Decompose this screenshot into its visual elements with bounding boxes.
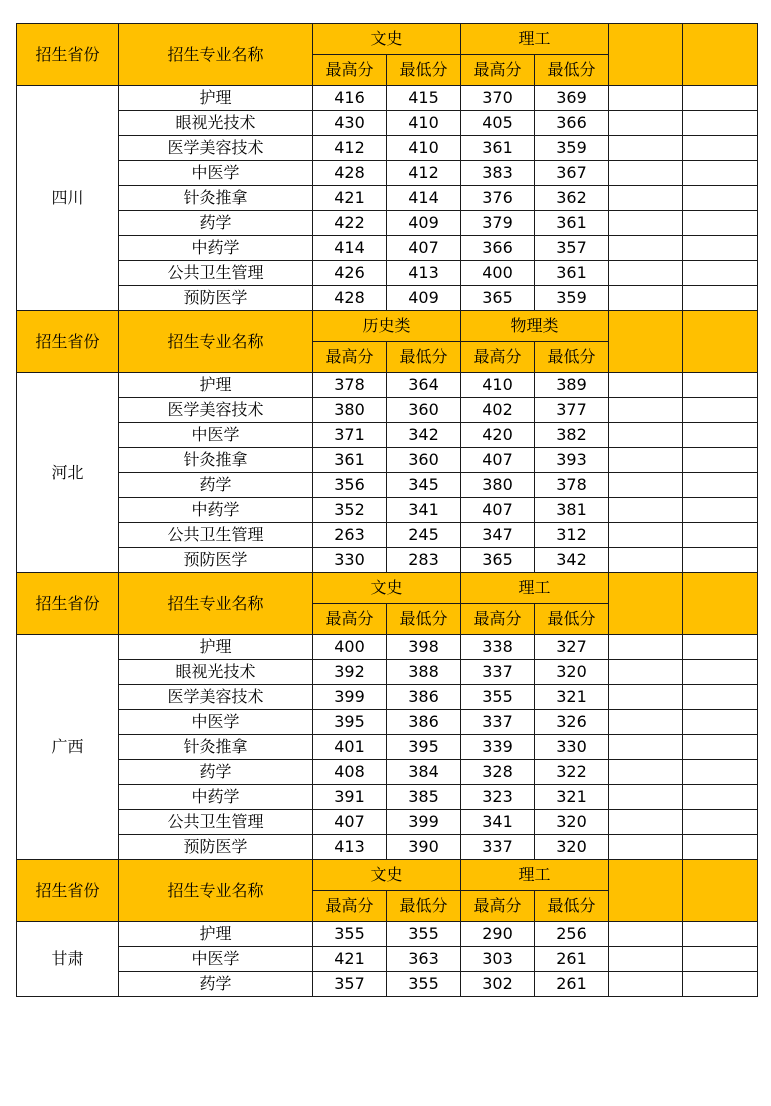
group1-max-cell: 378	[313, 373, 387, 398]
group2-min-cell: 312	[535, 523, 609, 548]
group2-max-cell: 323	[461, 785, 535, 810]
group1-min-cell: 360	[387, 398, 461, 423]
group1-max-cell: 400	[313, 635, 387, 660]
province-cell: 河北	[17, 373, 119, 573]
group1-min-cell: 341	[387, 498, 461, 523]
min-score-header: 最低分	[387, 55, 461, 86]
group1-min-cell: 384	[387, 760, 461, 785]
group2-max-cell: 420	[461, 423, 535, 448]
table-row	[17, 136, 758, 161]
group2-min-cell: 362	[535, 186, 609, 211]
empty-cell	[683, 635, 758, 660]
table-row	[17, 498, 758, 523]
group2-max-cell: 339	[461, 735, 535, 760]
empty-cell	[609, 261, 683, 286]
group1-max-cell: 352	[313, 498, 387, 523]
table-row	[17, 835, 758, 860]
min-score-header: 最低分	[387, 604, 461, 635]
major-cell: 针灸推拿	[119, 186, 313, 211]
empty-cell	[609, 947, 683, 972]
empty-cell	[683, 498, 758, 523]
empty-cell	[683, 111, 758, 136]
table-row	[17, 261, 758, 286]
empty-cell	[683, 785, 758, 810]
group2-max-cell: 328	[461, 760, 535, 785]
min-score-header: 最低分	[535, 891, 609, 922]
group1-min-cell: 415	[387, 86, 461, 111]
table-row	[17, 660, 758, 685]
empty-cell	[683, 423, 758, 448]
empty-cell	[609, 473, 683, 498]
major-cell: 医学美容技术	[119, 685, 313, 710]
group1-min-cell: 388	[387, 660, 461, 685]
major-cell: 中医学	[119, 710, 313, 735]
major-cell: 公共卫生管理	[119, 523, 313, 548]
major-cell: 药学	[119, 211, 313, 236]
blank-header-cell	[683, 860, 758, 922]
empty-cell	[609, 710, 683, 735]
group2-min-cell: 366	[535, 111, 609, 136]
empty-cell	[683, 236, 758, 261]
major-header: 招生专业名称	[119, 860, 313, 922]
province-header: 招生省份	[17, 860, 119, 922]
empty-cell	[609, 448, 683, 473]
empty-cell	[683, 523, 758, 548]
table-row	[17, 473, 758, 498]
group2-max-cell: 402	[461, 398, 535, 423]
group2-max-cell: 341	[461, 810, 535, 835]
table-row	[17, 186, 758, 211]
group1-min-cell: 385	[387, 785, 461, 810]
group1-max-cell: 355	[313, 922, 387, 947]
group1-min-cell: 386	[387, 685, 461, 710]
empty-cell	[683, 398, 758, 423]
group2-min-cell: 261	[535, 947, 609, 972]
major-cell: 眼视光技术	[119, 111, 313, 136]
group2-max-cell: 383	[461, 161, 535, 186]
group2-max-cell: 370	[461, 86, 535, 111]
table-row	[17, 922, 758, 947]
group1-min-cell: 390	[387, 835, 461, 860]
group1-min-cell: 412	[387, 161, 461, 186]
empty-cell	[609, 972, 683, 997]
table-row	[17, 760, 758, 785]
group2-min-cell: 378	[535, 473, 609, 498]
table-row	[17, 735, 758, 760]
group2-min-cell: 261	[535, 972, 609, 997]
table-row	[17, 236, 758, 261]
group1-min-cell: 413	[387, 261, 461, 286]
group1-max-cell: 371	[313, 423, 387, 448]
table-row	[17, 373, 758, 398]
table-row	[17, 548, 758, 573]
table-header-row	[17, 860, 758, 891]
max-score-header: 最高分	[313, 55, 387, 86]
empty-cell	[609, 523, 683, 548]
major-cell: 公共卫生管理	[119, 261, 313, 286]
group1-max-cell: 426	[313, 261, 387, 286]
empty-cell	[609, 161, 683, 186]
group1-max-cell: 412	[313, 136, 387, 161]
empty-cell	[609, 373, 683, 398]
max-score-header: 最高分	[461, 342, 535, 373]
empty-cell	[683, 161, 758, 186]
table-row	[17, 635, 758, 660]
major-cell: 眼视光技术	[119, 660, 313, 685]
table-row	[17, 448, 758, 473]
group1-min-cell: 409	[387, 211, 461, 236]
group2-max-cell: 361	[461, 136, 535, 161]
group1-max-cell: 263	[313, 523, 387, 548]
group1-min-cell: 410	[387, 111, 461, 136]
group2-header: 物理类	[461, 311, 609, 342]
major-cell: 针灸推拿	[119, 735, 313, 760]
group2-min-cell: 322	[535, 760, 609, 785]
group2-min-cell: 357	[535, 236, 609, 261]
major-header: 招生专业名称	[119, 573, 313, 635]
empty-cell	[683, 947, 758, 972]
empty-cell	[683, 685, 758, 710]
group2-max-cell: 366	[461, 236, 535, 261]
group1-max-cell: 430	[313, 111, 387, 136]
group2-min-cell: 367	[535, 161, 609, 186]
max-score-header: 最高分	[461, 55, 535, 86]
max-score-header: 最高分	[313, 342, 387, 373]
table-row	[17, 398, 758, 423]
group1-min-cell: 355	[387, 972, 461, 997]
max-score-header: 最高分	[313, 604, 387, 635]
min-score-header: 最低分	[535, 55, 609, 86]
group1-max-cell: 361	[313, 448, 387, 473]
empty-cell	[609, 548, 683, 573]
empty-cell	[683, 972, 758, 997]
table-header-row	[17, 311, 758, 342]
table-row	[17, 161, 758, 186]
group1-min-cell: 410	[387, 136, 461, 161]
group1-max-cell: 421	[313, 186, 387, 211]
group1-header: 文史	[313, 860, 461, 891]
empty-cell	[609, 660, 683, 685]
group1-max-cell: 428	[313, 161, 387, 186]
table-row	[17, 211, 758, 236]
empty-cell	[609, 685, 683, 710]
empty-cell	[683, 922, 758, 947]
province-cell: 广西	[17, 635, 119, 860]
major-cell: 药学	[119, 760, 313, 785]
group2-min-cell: 359	[535, 286, 609, 311]
group2-max-cell: 379	[461, 211, 535, 236]
group2-max-cell: 302	[461, 972, 535, 997]
group1-header: 历史类	[313, 311, 461, 342]
group1-max-cell: 408	[313, 760, 387, 785]
table-row	[17, 710, 758, 735]
group2-max-cell: 337	[461, 710, 535, 735]
group2-min-cell: 321	[535, 785, 609, 810]
empty-cell	[683, 660, 758, 685]
empty-cell	[609, 136, 683, 161]
empty-cell	[609, 236, 683, 261]
major-cell: 预防医学	[119, 286, 313, 311]
group2-min-cell: 361	[535, 261, 609, 286]
major-header: 招生专业名称	[119, 24, 313, 86]
max-score-header: 最高分	[461, 891, 535, 922]
major-cell: 中医学	[119, 423, 313, 448]
major-cell: 中药学	[119, 498, 313, 523]
blank-header-cell	[683, 24, 758, 86]
group1-min-cell: 245	[387, 523, 461, 548]
major-cell: 预防医学	[119, 835, 313, 860]
group1-max-cell: 357	[313, 972, 387, 997]
blank-header-cell	[609, 24, 683, 86]
empty-cell	[683, 548, 758, 573]
min-score-header: 最低分	[535, 604, 609, 635]
group2-min-cell: 327	[535, 635, 609, 660]
min-score-header: 最低分	[387, 891, 461, 922]
group1-max-cell: 421	[313, 947, 387, 972]
major-cell: 药学	[119, 972, 313, 997]
major-cell: 医学美容技术	[119, 136, 313, 161]
group1-max-cell: 428	[313, 286, 387, 311]
table-row	[17, 111, 758, 136]
empty-cell	[609, 286, 683, 311]
blank-header-cell	[683, 573, 758, 635]
province-cell: 四川	[17, 86, 119, 311]
empty-cell	[683, 211, 758, 236]
table-header-row	[17, 573, 758, 604]
group2-min-cell: 361	[535, 211, 609, 236]
empty-cell	[609, 785, 683, 810]
group1-min-cell: 399	[387, 810, 461, 835]
min-score-header: 最低分	[387, 342, 461, 373]
group2-max-cell: 405	[461, 111, 535, 136]
group2-header: 理工	[461, 573, 609, 604]
empty-cell	[683, 86, 758, 111]
group1-max-cell: 356	[313, 473, 387, 498]
empty-cell	[609, 211, 683, 236]
group2-min-cell: 382	[535, 423, 609, 448]
blank-header-cell	[609, 311, 683, 373]
min-score-header: 最低分	[535, 342, 609, 373]
empty-cell	[609, 922, 683, 947]
blank-header-cell	[683, 311, 758, 373]
empty-cell	[683, 373, 758, 398]
group2-min-cell: 381	[535, 498, 609, 523]
group2-min-cell: 320	[535, 810, 609, 835]
group1-max-cell: 380	[313, 398, 387, 423]
group2-min-cell: 377	[535, 398, 609, 423]
empty-cell	[683, 286, 758, 311]
group2-max-cell: 290	[461, 922, 535, 947]
group2-min-cell: 369	[535, 86, 609, 111]
group2-min-cell: 321	[535, 685, 609, 710]
province-header: 招生省份	[17, 573, 119, 635]
group2-max-cell: 337	[461, 660, 535, 685]
empty-cell	[683, 710, 758, 735]
empty-cell	[609, 835, 683, 860]
max-score-header: 最高分	[313, 891, 387, 922]
empty-cell	[609, 86, 683, 111]
group1-max-cell: 422	[313, 211, 387, 236]
group1-min-cell: 363	[387, 947, 461, 972]
group1-min-cell: 342	[387, 423, 461, 448]
major-cell: 针灸推拿	[119, 448, 313, 473]
group2-max-cell: 347	[461, 523, 535, 548]
group2-min-cell: 393	[535, 448, 609, 473]
table-row	[17, 972, 758, 997]
group2-max-cell: 355	[461, 685, 535, 710]
group2-header: 理工	[461, 860, 609, 891]
table-row	[17, 947, 758, 972]
empty-cell	[683, 835, 758, 860]
group1-max-cell: 414	[313, 236, 387, 261]
major-cell: 护理	[119, 922, 313, 947]
group1-max-cell: 330	[313, 548, 387, 573]
group1-max-cell: 407	[313, 810, 387, 835]
major-cell: 护理	[119, 635, 313, 660]
group1-min-cell: 345	[387, 473, 461, 498]
table-row	[17, 523, 758, 548]
group2-max-cell: 410	[461, 373, 535, 398]
group2-min-cell: 320	[535, 835, 609, 860]
group1-max-cell: 395	[313, 710, 387, 735]
group1-header: 文史	[313, 573, 461, 604]
group1-min-cell: 409	[387, 286, 461, 311]
empty-cell	[609, 186, 683, 211]
group1-max-cell: 416	[313, 86, 387, 111]
major-cell: 中医学	[119, 161, 313, 186]
major-cell: 药学	[119, 473, 313, 498]
table-row	[17, 685, 758, 710]
group2-max-cell: 407	[461, 498, 535, 523]
group2-max-cell: 365	[461, 286, 535, 311]
group1-min-cell: 364	[387, 373, 461, 398]
empty-cell	[609, 498, 683, 523]
empty-cell	[609, 111, 683, 136]
group1-min-cell: 355	[387, 922, 461, 947]
group2-max-cell: 303	[461, 947, 535, 972]
empty-cell	[609, 735, 683, 760]
group1-max-cell: 391	[313, 785, 387, 810]
group2-min-cell: 389	[535, 373, 609, 398]
group2-max-cell: 338	[461, 635, 535, 660]
group1-min-cell: 407	[387, 236, 461, 261]
empty-cell	[609, 635, 683, 660]
group1-max-cell: 399	[313, 685, 387, 710]
group1-min-cell: 395	[387, 735, 461, 760]
empty-cell	[609, 760, 683, 785]
group2-min-cell: 359	[535, 136, 609, 161]
table-row	[17, 286, 758, 311]
group2-max-cell: 407	[461, 448, 535, 473]
major-cell: 预防医学	[119, 548, 313, 573]
major-cell: 中药学	[119, 236, 313, 261]
group2-header: 理工	[461, 24, 609, 55]
table-header-row	[17, 24, 758, 55]
empty-cell	[683, 760, 758, 785]
empty-cell	[683, 136, 758, 161]
group2-min-cell: 342	[535, 548, 609, 573]
max-score-header: 最高分	[461, 604, 535, 635]
empty-cell	[609, 810, 683, 835]
group2-min-cell: 330	[535, 735, 609, 760]
empty-cell	[683, 448, 758, 473]
table-row	[17, 423, 758, 448]
group1-header: 文史	[313, 24, 461, 55]
table-row	[17, 86, 758, 111]
group2-min-cell: 326	[535, 710, 609, 735]
group2-max-cell: 400	[461, 261, 535, 286]
province-header: 招生省份	[17, 24, 119, 86]
group1-min-cell: 398	[387, 635, 461, 660]
group1-max-cell: 401	[313, 735, 387, 760]
table-row	[17, 785, 758, 810]
major-cell: 中药学	[119, 785, 313, 810]
group1-max-cell: 392	[313, 660, 387, 685]
group2-max-cell: 365	[461, 548, 535, 573]
group1-min-cell: 360	[387, 448, 461, 473]
group1-min-cell: 386	[387, 710, 461, 735]
major-cell: 中医学	[119, 947, 313, 972]
group2-max-cell: 380	[461, 473, 535, 498]
province-cell: 甘肃	[17, 922, 119, 997]
province-header: 招生省份	[17, 311, 119, 373]
group1-min-cell: 414	[387, 186, 461, 211]
major-cell: 公共卫生管理	[119, 810, 313, 835]
empty-cell	[609, 398, 683, 423]
empty-cell	[683, 735, 758, 760]
major-cell: 护理	[119, 86, 313, 111]
group2-min-cell: 256	[535, 922, 609, 947]
major-cell: 护理	[119, 373, 313, 398]
empty-cell	[683, 261, 758, 286]
empty-cell	[609, 423, 683, 448]
major-cell: 医学美容技术	[119, 398, 313, 423]
blank-header-cell	[609, 573, 683, 635]
empty-cell	[683, 473, 758, 498]
table-row	[17, 810, 758, 835]
group2-max-cell: 376	[461, 186, 535, 211]
empty-cell	[683, 186, 758, 211]
blank-header-cell	[609, 860, 683, 922]
group1-min-cell: 283	[387, 548, 461, 573]
admission-score-table	[16, 23, 758, 997]
group2-max-cell: 337	[461, 835, 535, 860]
empty-cell	[683, 810, 758, 835]
group1-max-cell: 413	[313, 835, 387, 860]
group2-min-cell: 320	[535, 660, 609, 685]
major-header: 招生专业名称	[119, 311, 313, 373]
